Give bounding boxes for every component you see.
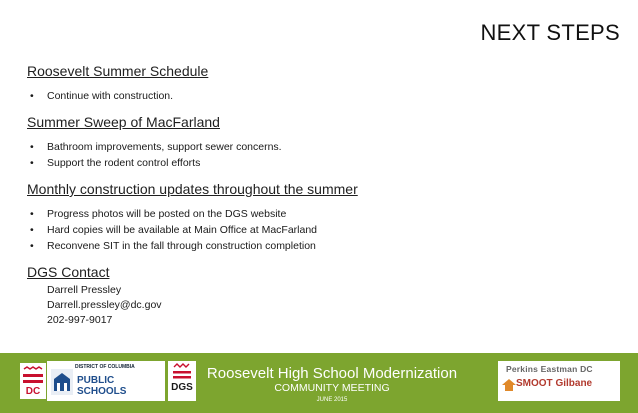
- section-heading: Summer Sweep of MacFarland: [27, 114, 220, 130]
- bullet-item: • Bathroom improvements, support sewer concerns.: [27, 139, 607, 155]
- section-summer-sweep: [27, 113, 607, 171]
- slide-title: NEXT STEPS: [480, 20, 620, 45]
- bullet-list: [27, 206, 607, 254]
- footer-title: Roosevelt High School Modernization: [206, 365, 458, 382]
- section-dgs-contact: [27, 263, 607, 328]
- dcps-caption: DISTRICT OF COLUMBIA: [75, 364, 135, 370]
- smoot-gilbane-logo: SMOOT Gilbane: [516, 378, 593, 389]
- partner-logos: [498, 361, 620, 401]
- dcps-logo: [47, 361, 165, 401]
- bullet-item: • Progress photos will be posted on the DGS website: [27, 206, 607, 222]
- dgs-logo: [168, 361, 196, 401]
- footer-subtitle: COMMUNITY MEETING: [274, 382, 390, 394]
- slide-content: [27, 62, 607, 328]
- bullet-list: [27, 88, 607, 104]
- bullet-list: [27, 139, 607, 171]
- contact-email: Darrell.pressley@dc.gov: [47, 299, 162, 311]
- dc-flag-logo: [20, 363, 46, 399]
- section-summer-schedule: [27, 62, 607, 104]
- contact-name: Darrell Pressley: [47, 284, 122, 296]
- section-heading: Monthly construction updates throughout the summer: [27, 181, 358, 197]
- section-heading: Roosevelt Summer Schedule: [27, 63, 209, 79]
- bullet-item: • Support the rodent control efforts: [27, 155, 607, 171]
- footer-band: [0, 353, 638, 413]
- smoot-mark-icon: [502, 379, 516, 391]
- dgs-text: DGS: [171, 382, 193, 393]
- svg-text:DC: DC: [25, 386, 41, 397]
- footer-title-block: [196, 365, 468, 405]
- perkins-eastman-logo: Perkins Eastman DC: [506, 364, 593, 374]
- dcps-text: PUBLIC SCHOOLS: [77, 375, 127, 397]
- contact-details: [47, 283, 607, 328]
- bullet-item: • Continue with construction.: [27, 88, 607, 104]
- bullet-item: • Hard copies will be available at Main Office at MacFarland: [27, 222, 607, 238]
- section-monthly-updates: [27, 180, 607, 254]
- contact-phone: 202-997-9017: [47, 314, 113, 326]
- footer-date: JUNE 2015: [316, 397, 348, 403]
- bullet-item: • Reconvene SIT in the fall through construction completion: [27, 238, 607, 254]
- section-heading: DGS Contact: [27, 264, 110, 280]
